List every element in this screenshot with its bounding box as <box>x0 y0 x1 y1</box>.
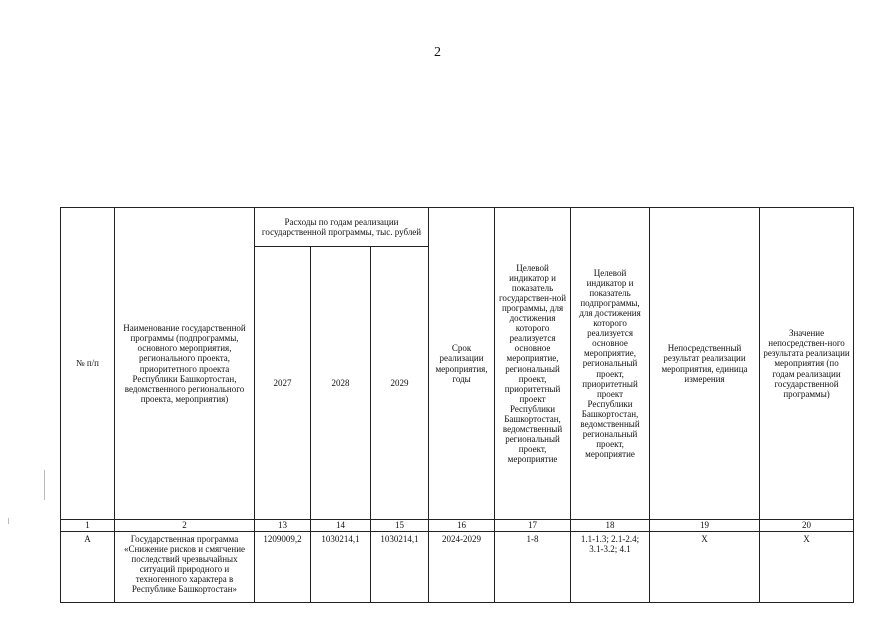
column-number: 2 <box>115 520 255 532</box>
scan-artifact <box>8 518 9 524</box>
program-table <box>60 207 854 603</box>
header-direct-value: Значение непосредствен-ного результата реализации мероприятия (по годам реализации государственной программы) <box>760 208 854 520</box>
column-number: 1 <box>61 520 115 532</box>
row-direct-value: Х <box>760 532 854 603</box>
header-target-subprogram: Целевой индикатор и показатель подпрограммы, для достижения которого реализуется основное мероприятие, региональный проект, приоритетный проект Республики Башкортостан, ведомственный региональный проект, мероприятие <box>571 208 650 520</box>
row-direct-result: Х <box>650 532 760 603</box>
table-row <box>61 532 854 603</box>
row-2027-value: 1209009,2 <box>255 532 311 603</box>
column-number: 18 <box>571 520 650 532</box>
row-id: А <box>61 532 115 603</box>
column-number: 20 <box>760 520 854 532</box>
page-number: 2 <box>434 45 441 60</box>
header-target-program: Целевой индикатор и показатель государствен-ной программы, для достижения которого реализуется основное мероприятие, региональный проект, приоритетный проект Республики Башкортостан, ведомственный региональный проект, мероприятие <box>495 208 571 520</box>
column-number: 17 <box>495 520 571 532</box>
column-number: 13 <box>255 520 311 532</box>
header-num: № п/п <box>61 208 115 520</box>
column-number: 15 <box>371 520 429 532</box>
column-number-row <box>61 520 854 532</box>
header-expenses-group: Расходы по годам реализации государственной программы, тыс. рублей <box>255 208 429 247</box>
column-number: 16 <box>429 520 495 532</box>
header-year-2029: 2029 <box>371 247 429 520</box>
row-target-program: 1-8 <box>495 532 571 603</box>
header-direct-result: Непосредственный результат реализации мероприятия, единица измерения <box>650 208 760 520</box>
header-year-2027: 2027 <box>255 247 311 520</box>
scan-artifact <box>44 470 45 500</box>
header-name: Наименование государственной программы (подпрограммы, основного мероприятия, регионального проекта, приоритетного проекта Республики Башкортостан, ведомственного регионального проекта, мероприятия) <box>115 208 255 520</box>
column-number: 19 <box>650 520 760 532</box>
column-number: 14 <box>311 520 371 532</box>
row-name: Государственная программа «Снижение рисков и смягчение последствий чрезвычайных ситуаций природного и техногенного характера в Республике Башкортостан» <box>115 532 255 603</box>
header-year-2028: 2028 <box>311 247 371 520</box>
row-2028-value: 1030214,1 <box>311 532 371 603</box>
row-period: 2024-2029 <box>429 532 495 603</box>
row-target-subprogram: 1.1-1.3; 2.1-2.4; 3.1-3.2; 4.1 <box>571 532 650 603</box>
row-2029-value: 1030214,1 <box>371 532 429 603</box>
header-row-1 <box>61 208 854 247</box>
header-period: Срок реализации мероприятия, годы <box>429 208 495 520</box>
